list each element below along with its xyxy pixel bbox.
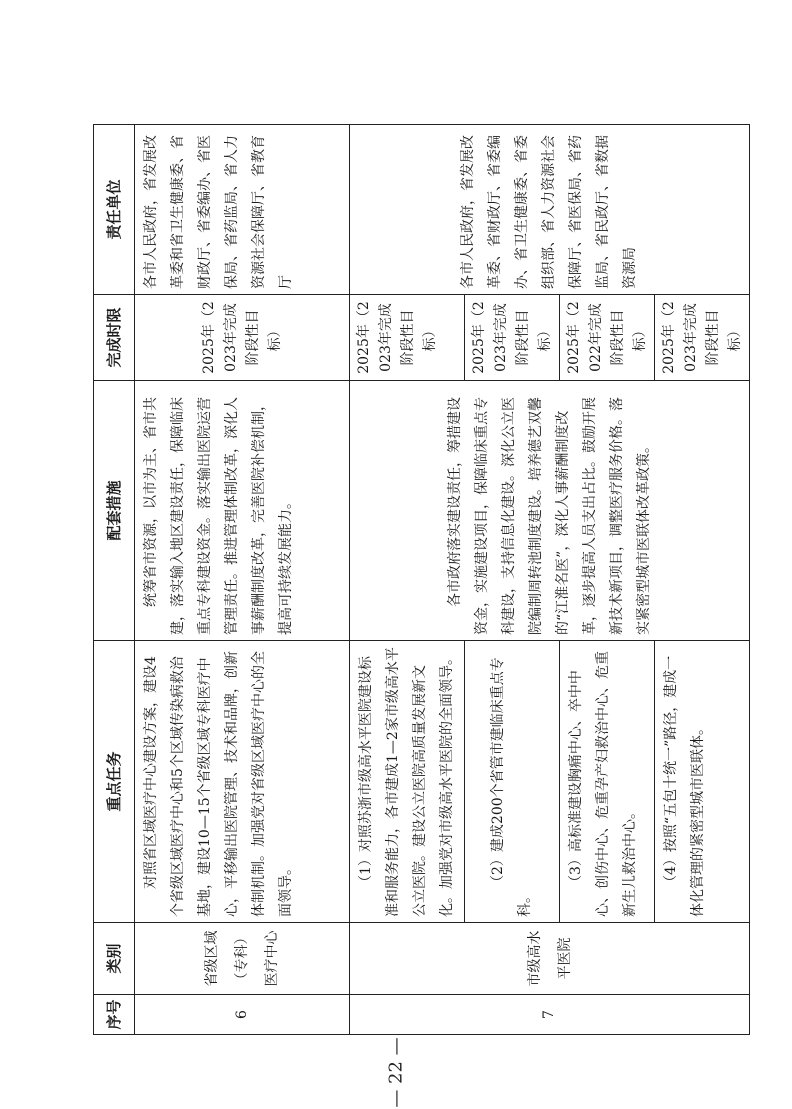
row7-time-2: 2025年（2023年完成阶段性目标） — [465, 295, 560, 381]
row7-task-4: （4）按照“五包十统一”路径，建成一体化管理的紧密型城市医联体。 — [655, 641, 750, 923]
row6-task: 对照省区域医疗中心建设方案，建设4个省级区域医疗中心和5个区域传染病救治基地，建设10—15个省级区域专科医疗中心，平移输出医院管理、技术和品牌，创新体制机制。加强党对省级区域医疗中心的全面领导。 — [135, 641, 350, 923]
row7-num: 7 — [350, 995, 750, 1035]
header-category: 类别 — [94, 923, 135, 995]
header-measure: 配套措施 — [94, 381, 135, 641]
header-num: 序号 — [94, 995, 135, 1035]
page-number — [0, 1037, 792, 1108]
row7-time-4: 2025年（2023年完成阶段性目标） — [655, 295, 750, 381]
row7-measure: 各市政府落实建设责任，筹措建设资金，实施建设项目，保障临床重点专科建设，支持信息化建设。深化公立医院编制周转池制度建设。培养德艺双馨的“江淮名医”，深化人事薪酬制度改革，逐步提高人员支出占比。鼓励开展新技术新项目，调整医疗服务价格。落实紧密型城市医联体改革政策。 — [350, 381, 750, 641]
row6-unit: 各市人民政府，省发展改革委和省卫生健康委、省财政厅、省委编办、省医保局、省药监局、省人力资源社会保障厅、省教育厅 — [135, 125, 350, 295]
page-number-text: — 22 — — [385, 1037, 407, 1108]
row7-task-1: （1）对照苏浙市级高水平医院建设标准和服务能力，各市建成1—2家市级高水平公立医院。建设公立医院高质量发展新文化。加强党对市级高水平医院的全面领导。 — [350, 641, 465, 923]
row6-time: 2025年（2023年完成阶段性目标） — [135, 295, 350, 381]
header-time: 完成时限 — [94, 295, 135, 381]
row7-task-3: （3）高标准建设胸痛中心、卒中中心、创伤中心、危重孕产妇救治中心、危重新生儿救治中心。 — [560, 641, 655, 923]
table-row — [135, 125, 350, 1035]
row7-unit: 各市人民政府，省发展改革委、省财政厅、省委编办、省卫生健康委、省委组织部、省人力资源社会保障厅、省医保局、省药监局、省民政厅、省数据资源局 — [350, 125, 750, 295]
row6-category: 省级区域（专科）医疗中心 — [135, 923, 350, 995]
row7-category: 市级高水平医院 — [350, 923, 750, 995]
task-table — [93, 124, 750, 1035]
table-header-row — [94, 125, 135, 1035]
header-unit: 责任单位 — [94, 125, 135, 295]
row7-task-2: （2）建成200个省管市建临床重点专科。 — [465, 641, 560, 923]
row7-time-3: 2025年（2022年完成阶段性目标） — [560, 295, 655, 381]
header-task: 重点任务 — [94, 641, 135, 923]
rotated-table-container — [93, 125, 743, 1035]
table-row — [350, 125, 465, 1035]
row6-measure: 统筹省市资源，以市为主、省市共建，落实输入地区建设责任，保障临床重点专科建设资金。落实输出医院运营管理责任。推进管理体制改革，深化人事薪酬制度改革，完善医院补偿机制，提高可持续发展能力。 — [135, 381, 350, 641]
row7-time-1: 2025年（2023年完成阶段性目标） — [350, 295, 465, 381]
row6-num: 6 — [135, 995, 350, 1035]
